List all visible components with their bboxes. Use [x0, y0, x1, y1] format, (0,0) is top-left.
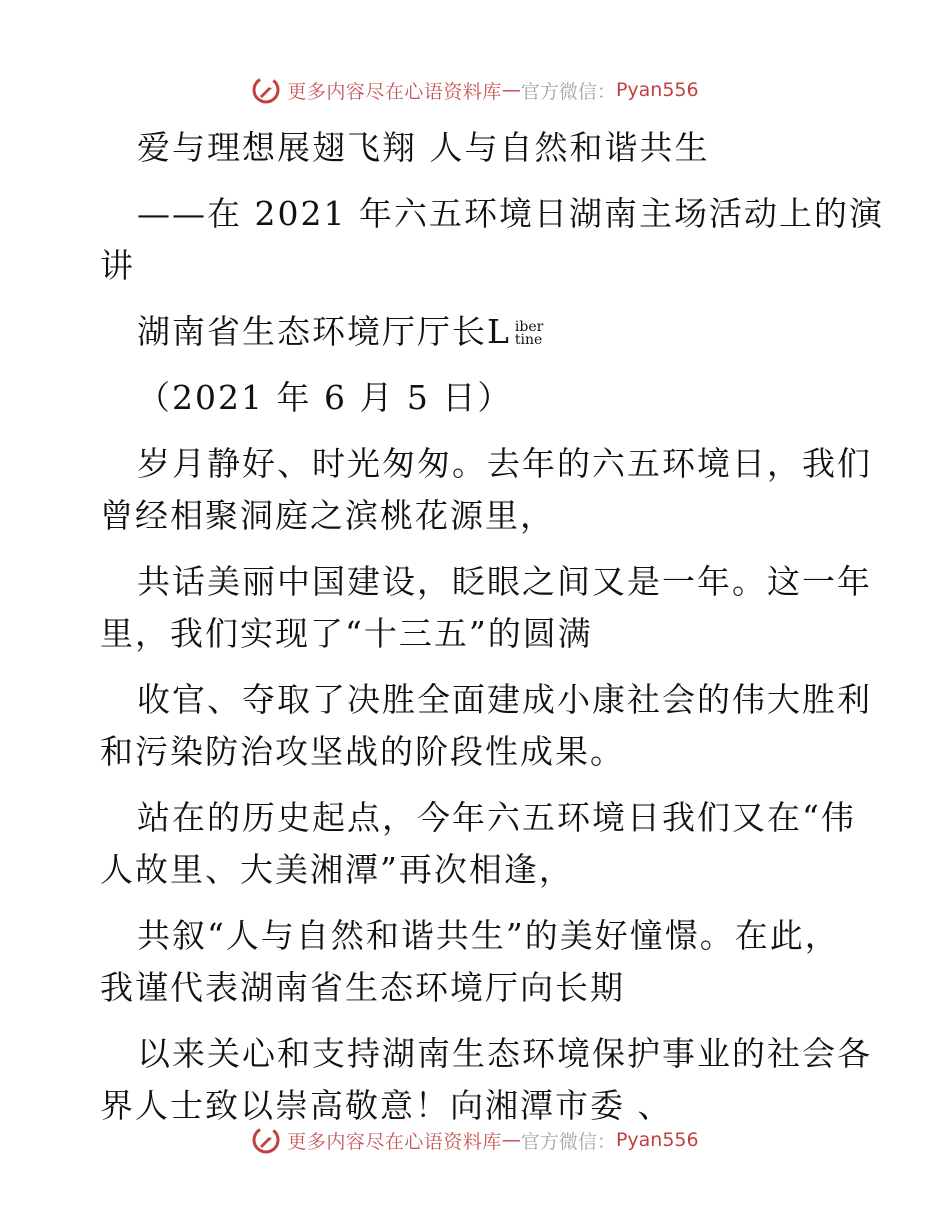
speaker-mark-letter: L — [487, 312, 511, 351]
paragraph-line: 岁月静好、时光匆匆。去年的六五环境日，我们 — [137, 444, 872, 483]
paragraph-line: 曾经相聚洞庭之滨桃花源里， — [100, 496, 555, 535]
watermark-separator: — — [501, 79, 521, 101]
paragraph-line: 收官、夺取了决胜全面建成小康社会的伟大胜利 — [137, 680, 872, 719]
document-subtitle-line-2: 讲 — [100, 246, 135, 285]
paragraph-line: 站在的历史起点，今年六五环境日我们又在“伟 — [137, 798, 856, 837]
watermark-official-label: 官方微信： — [520, 1130, 616, 1153]
speaker-title: 湖南省生态环境厅厅长 — [137, 312, 487, 351]
paragraph-line: 界人士致以崇高敬意！向湘潭市委 、 — [100, 1086, 673, 1125]
document-title: 爱与理想展翅飞翔 人与自然和谐共生 — [137, 128, 710, 167]
document-body — [100, 122, 884, 1132]
watermark-brand-text: 更多内容尽在心语资料库 — [287, 80, 502, 103]
paragraph-line: 里，我们实现了“十三五”的圆满 — [100, 614, 593, 653]
watermark-official-label: 官方微信： — [520, 80, 616, 103]
watermark-brand-text: 更多内容尽在心语资料库 — [287, 1130, 502, 1153]
speaker-mark-top: iber — [514, 319, 544, 335]
speech-date: （2021 年 6 月 5 日） — [137, 378, 513, 417]
speaker-mark-bottom: tine — [514, 332, 543, 348]
paragraph-line: 以来关心和支持湖南生态环境保护事业的社会各 — [137, 1034, 872, 1073]
pen-logo-icon — [251, 1125, 281, 1155]
paragraph-line: 人故里、大美湘潭”再次相逢， — [100, 850, 574, 889]
paragraph-line: 共叙“人与自然和谐共生”的美好憧憬。在此， — [137, 916, 840, 955]
speaker-line — [100, 306, 855, 358]
paragraph-line: 和污染防治攻坚战的阶段性成果。 — [100, 732, 625, 771]
watermark-wechat-id: Pyan556 — [615, 1129, 699, 1151]
header-watermark — [0, 70, 950, 110]
paragraph-line: 共话美丽中国建设，眨眼之间又是一年。这一年 — [137, 562, 872, 601]
pen-logo-icon — [251, 75, 281, 105]
watermark-wechat-id: Pyan556 — [615, 79, 699, 101]
watermark-separator: — — [501, 1129, 521, 1151]
footer-watermark — [0, 1120, 950, 1160]
speaker-name-mark — [515, 321, 543, 347]
document-subtitle-line-1: ——在 2021 年六五环境日湖南主场活动上的演 — [137, 194, 884, 233]
paragraph-line: 我谨代表湖南省生态环境厅向长期 — [100, 968, 625, 1007]
